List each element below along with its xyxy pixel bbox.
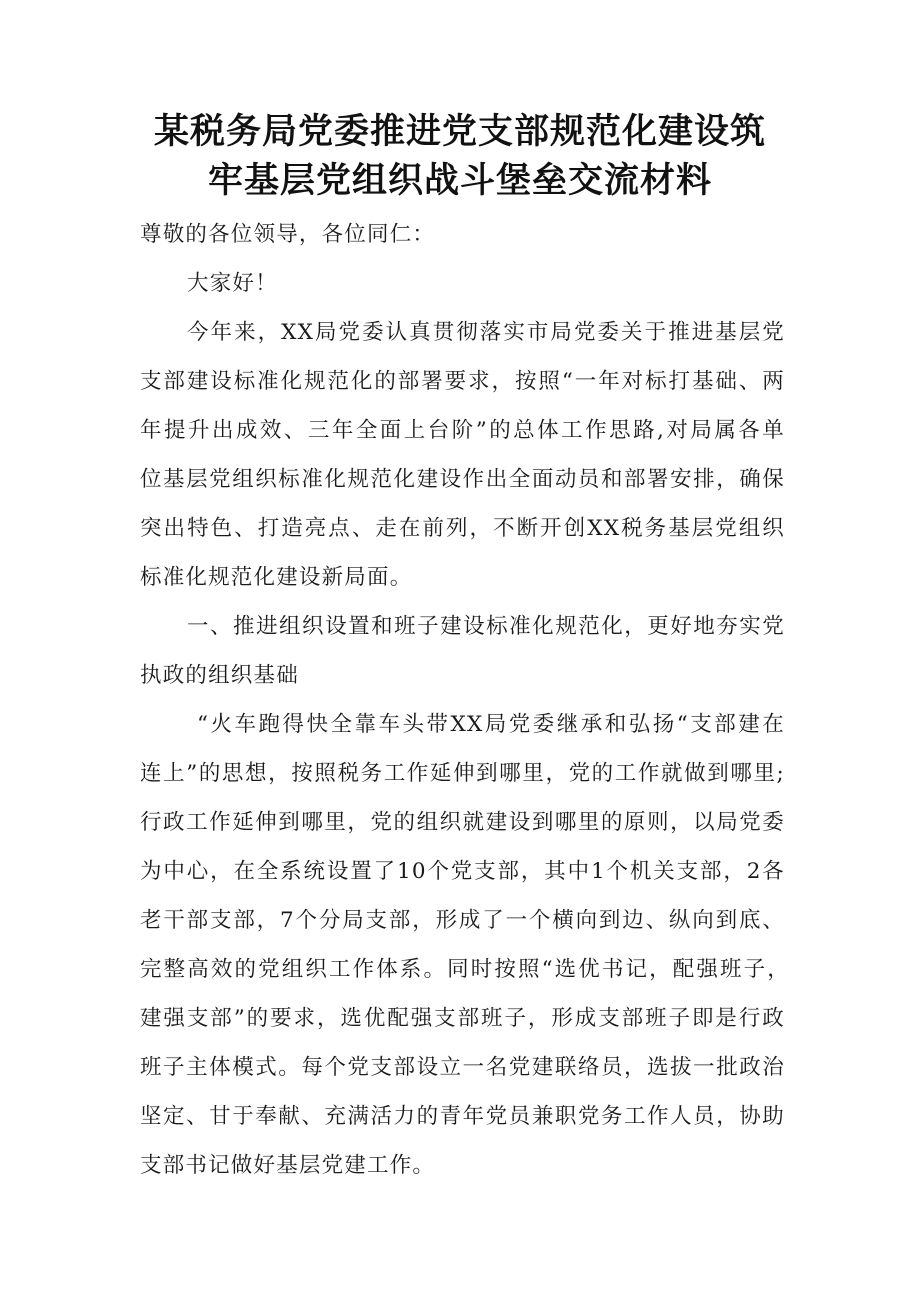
paragraph-line: 行政工作延伸到哪里，党的组织就建设到哪里的原则，以局党委 — [140, 810, 785, 835]
document-title-line-2: 牢基层党组织战斗堡垒交流材料 — [207, 161, 712, 201]
paragraph-line: 位基层党组织标准化规范化建设作出全面动员和部署安排，确保 — [140, 467, 785, 492]
paragraph-line: 老干部支部，7个分局支部，形成了一个横向到边、纵向到底、 — [140, 908, 785, 933]
paragraph-line: 突出特色、打造亮点、走在前列，不断开创XX税务基层党组织 — [140, 516, 785, 541]
paragraph-line: 年提升出成效、三年全面上台阶”的总体工作思路,对局属各单 — [140, 418, 785, 443]
paragraph-line: 为中心，在全系统设置了10个党支部，其中1个机关支部，2各 — [140, 859, 785, 884]
greeting: 尊敬的各位领导，各位同仁： — [140, 222, 436, 247]
opening: 大家好！ — [187, 271, 278, 296]
paragraph-line: 班子主体模式。每个党支部设立一名党建联络员，选拔一批政治 — [140, 1055, 785, 1080]
paragraph-line: “火车跑得快全靠车头带XX局党委继承和弘扬“支部建在 — [197, 712, 785, 737]
paragraph-line: 建强支部”的要求，选优配强支部班子，形成支部班子即是行政 — [140, 1006, 785, 1031]
paragraph-line: 今年来，XX局党委认真贯彻落实市局党委关于推进基层党 — [187, 320, 785, 345]
paragraph-line: 完整高效的党组织工作体系。同时按照“选优书记，配强班子， — [140, 957, 790, 982]
paragraph-line: 连上”的思想，按照税务工作延伸到哪里，党的工作就做到哪里; — [140, 761, 785, 786]
paragraph-line: 支部建设标准化规范化的部署要求，按照“一年对标打基础、两 — [140, 369, 785, 394]
section-heading-line: 一、推进组织设置和班子建设标准化规范化，更好地夯实党 — [187, 614, 785, 639]
section-heading-line: 执政的组织基础 — [140, 663, 299, 688]
paragraph-line: 支部书记做好基层党建工作。 — [140, 1153, 436, 1178]
paragraph-line: 标准化规范化建设新局面。 — [140, 565, 413, 590]
document-title-line-1: 某税务局党委推进党支部规范化建设筑 — [153, 112, 766, 152]
paragraph-line: 坚定、甘于奉献、充满活力的青年党员兼职党务工作人员，协助 — [140, 1104, 785, 1129]
